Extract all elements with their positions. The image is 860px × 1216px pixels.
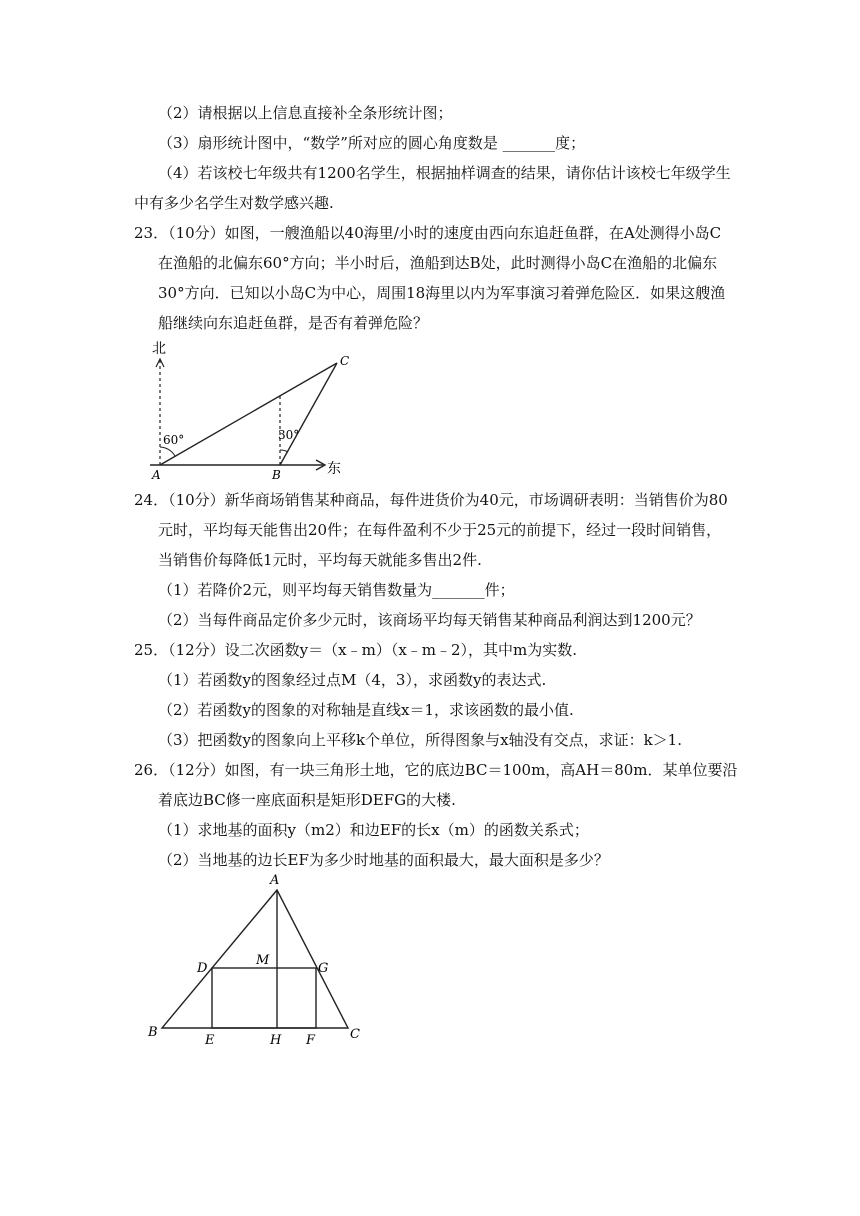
point-f-label: F [306, 1033, 316, 1048]
q23-line1: 23．（10分）如图，一艘渔船以40海里/小时的速度由西向东追赶鱼群，在A处测得小岛C [134, 224, 722, 242]
point-h-label: H [270, 1033, 282, 1048]
angle-arc-a [160, 447, 175, 456]
point-c-label: C [350, 1027, 360, 1042]
angle-60-label: 60° [163, 433, 185, 447]
angle-arc-b [280, 450, 288, 452]
point-b-label: B [272, 468, 281, 480]
point-a-label: A [270, 873, 280, 888]
q25-part3: （3）把函数y的图象向上平移k个单位，所得图象与x轴没有交点，求证：k＞1. [158, 731, 682, 749]
q23-line3: 30°方向．已知以小岛C为中心，周围18海里以内为军事演习着弹危险区．如果这艘渔 [158, 284, 726, 302]
point-b-label: B [148, 1025, 158, 1040]
q23-line2: 在渔船的北偏东60°方向；半小时后，渔船到达B处，此时测得小岛C在渔船的北偏东 [158, 254, 718, 272]
point-d-label: D [197, 961, 208, 976]
q22-part4-line2: 中有多少名学生对数学感兴趣. [134, 194, 334, 212]
q24-part2: （2）当每件商品定价多少元时，该商场平均每天销售某种商品利润达到1200元？ [158, 611, 701, 629]
q22-part2: （2）请根据以上信息直接补全条形统计图； [158, 104, 453, 122]
point-m-label: M [256, 953, 270, 968]
rectangle-defg [212, 968, 316, 1028]
q25-part1: （1）若函数y的图象经过点M（4，3），求函数y的表达式. [158, 671, 547, 689]
q23-line4: 船继续向东追赶鱼群，是否有着弹危险？ [158, 314, 429, 332]
line-ac [160, 363, 337, 465]
q24-part1: （1）若降价2元，则平均每天销售数量为_______件； [158, 581, 515, 599]
q26-part1: （1）求地基的面积y（m2）和边EF的长x（m）的函数关系式； [158, 821, 589, 839]
q25-line1: 25．（12分）设二次函数y＝（x﹣m）（x﹣m﹣2），其中m为实数. [134, 641, 578, 659]
point-g-label: G [318, 961, 329, 976]
q22-part4-line1: （4）若该校七年级共有1200名学生，根据抽样调查的结果，请你估计该校七年级学生 [158, 164, 731, 182]
north-label: 北 [152, 341, 166, 357]
q23-figure [140, 335, 360, 480]
q24-line1: 24．（10分）新华商场销售某种商品，每件进货价为40元，市场调研表明：当销售价为80 [134, 491, 728, 509]
q25-part2: （2）若函数y的图象的对称轴是直线x＝1，求该函数的最小值. [158, 701, 574, 719]
q26-line2: 着底边BC修一座底面积是矩形DEFG的大楼. [158, 791, 456, 809]
point-c-label: C [340, 354, 350, 368]
q24-line3: 当销售价每降低1元时，平均每天就能多售出2件. [158, 551, 482, 569]
q26-line1: 26．（12分）如图，有一块三角形土地，它的底边BC＝100m，高AH＝80m．某单位要沿 [134, 761, 738, 779]
point-e-label: E [205, 1033, 215, 1048]
triangle-abc [162, 890, 348, 1028]
q22-part3: （3）扇形统计图中，“数学”所对应的圆心角度数是 _______度； [158, 134, 586, 152]
angle-30-label: 30° [278, 428, 300, 442]
east-label: 东 [327, 461, 341, 477]
q26-part2: （2）当地基的边长EF为多少时地基的面积最大，最大面积是多少？ [158, 851, 609, 869]
point-a-label: A [152, 468, 161, 480]
q26-figure [140, 868, 370, 1048]
q24-line2: 元时，平均每天能售出20件；在每件盈利不少于25元的前提下，经过一段时间销售， [158, 521, 722, 539]
line-bc [280, 363, 337, 465]
